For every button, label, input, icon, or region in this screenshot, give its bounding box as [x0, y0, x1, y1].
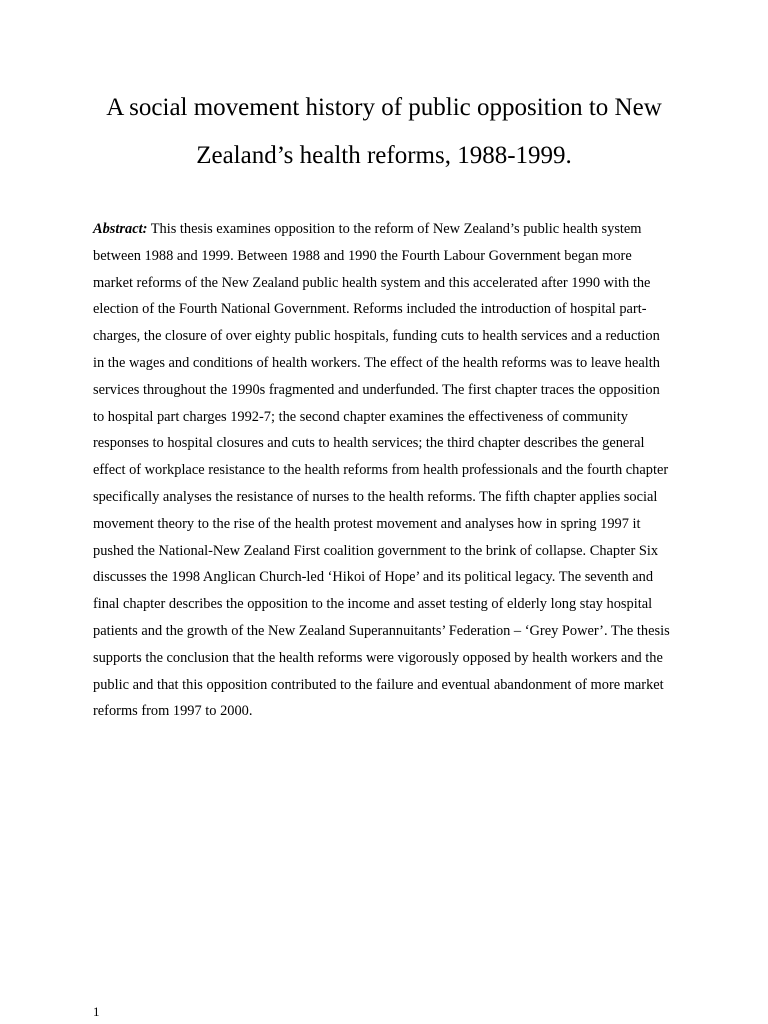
abstract-paragraph	[93, 216, 673, 725]
document-title: A social movement history of public opposition to New Zealand’s health reforms, 1988-1999.	[106, 94, 662, 169]
abstract-text: This thesis examines opposition to the reform of New Zealand’s public health system between 1988 and 1999. Between 1988 and 1990 the Fourth Labour Government began more market reforms of the New Zealand public health system and this accelerated after 1990 with the election of the Fourth National Government. Reforms included the introduction of hospital part-charges, the closure of over eighty public hospitals, funding cuts to health services and a reduction in the wages and conditions of health workers. The effect of the health reforms was to leave health services throughout the 1990s fragmented and underfunded. The first chapter traces the opposition to hospital part charges 1992-7; the second chapter examines the effectiveness of community responses to hospital closures and cuts to health services; the third chapter describes the general effect of workplace resistance to the health reforms from health professionals and the fourth chapter specifically analyses the resistance of nurses to the health reforms. The fifth chapter applies social movement theory to the rise of the health protest movement and analyses how in spring 1997 it pushed the National-New Zealand First coalition government to the brink of collapse. Chapter Six discusses the 1998 Anglican Church-led ‘Hikoi of Hope’ and its political legacy. The seventh and final chapter describes the opposition to the income and asset testing of elderly long stay hospital patients and the growth of the New Zealand Superannuitants’ Federation – ‘Grey Power’. The thesis supports the conclusion that the health reforms were vigorously opposed by health workers and the public and that this opposition contributed to the failure and eventual abandonment of more market reforms from 1997 to 2000.	[93, 221, 670, 720]
abstract-label: Abstract:	[93, 221, 148, 237]
page-number: 1	[93, 1004, 100, 1019]
